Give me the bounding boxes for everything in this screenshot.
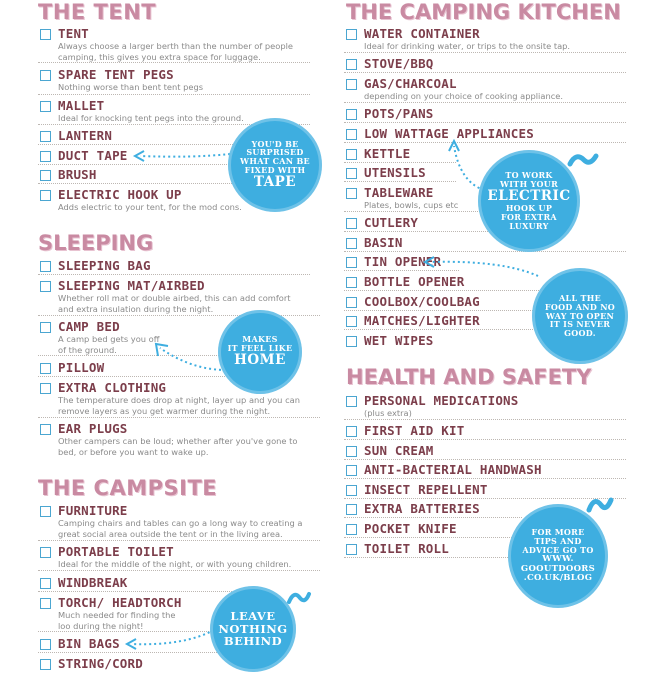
arrow-food-icon [422, 254, 540, 278]
checkbox[interactable] [346, 446, 357, 457]
checkbox[interactable] [346, 465, 357, 476]
item-label: PILLOW [58, 360, 105, 375]
item-label: WATER CONTAINER [364, 26, 480, 41]
checkbox[interactable] [40, 383, 51, 394]
checkbox[interactable] [346, 544, 357, 555]
item-label: ELECTRIC HOOK UP [58, 187, 182, 202]
bubble-text: MAKES [242, 334, 278, 345]
item-label: TORCH/ HEADTORCH [58, 595, 182, 610]
item-desc: Ideal for the middle of the night, or with young children. [58, 559, 292, 569]
checkbox[interactable] [346, 59, 357, 70]
item-label: BIN BAGS [58, 636, 120, 651]
checkbox[interactable] [346, 188, 357, 199]
arrow-tape-icon [132, 148, 232, 164]
checkbox[interactable] [40, 261, 51, 272]
checkbox[interactable] [346, 109, 357, 120]
item-desc: A camp bed gets you off of the ground. [58, 334, 160, 355]
item-label: TIN OPENER [364, 254, 442, 269]
item-label: TOILET ROLL [364, 541, 449, 556]
bubble-text: TIPS AND [534, 536, 582, 547]
bubble-text: GOOD. [564, 328, 596, 339]
list-item[interactable] [344, 423, 626, 440]
arrow-home-icon [152, 340, 228, 374]
list-item[interactable] [344, 443, 626, 460]
item-desc: Ideal for knocking tent pegs into the ground. [58, 113, 244, 123]
item-label: WET WIPES [364, 333, 434, 348]
list-item[interactable] [344, 313, 549, 330]
tip-bubble-home [218, 310, 302, 394]
bubble-text: WAY TO OPEN [545, 310, 615, 321]
bubble-text: WHAT CAN BE [240, 156, 310, 167]
checkbox[interactable] [40, 506, 51, 517]
checkbox[interactable] [40, 578, 51, 589]
bubble-text: LUXURY [509, 220, 549, 231]
item-label: POCKET KNIFE [364, 521, 457, 536]
list-item[interactable] [38, 167, 248, 184]
item-label: PERSONAL MEDICATIONS [364, 393, 519, 408]
item-label: BOTTLE OPENER [364, 274, 465, 289]
list-item[interactable] [38, 544, 320, 571]
bubble-text: TO WORK [505, 170, 553, 181]
bubble-text: FOR MORE [531, 527, 585, 538]
tip-bubble-food [532, 268, 628, 364]
wave-icon [566, 150, 600, 174]
bubble-text: FOR EXTRA [501, 212, 557, 223]
bubble-text: TAPE [253, 174, 297, 191]
item-label: GAS/CHARCOAL [364, 76, 457, 91]
checkbox[interactable] [346, 336, 357, 347]
checkbox[interactable] [346, 485, 357, 496]
checkbox[interactable] [40, 659, 51, 670]
checkbox[interactable] [40, 363, 51, 374]
item-label: EAR PLUGS [58, 421, 128, 436]
item-label: TABLEWARE [364, 185, 434, 200]
item-label: EXTRA CLOTHING [58, 380, 167, 395]
bubble-text: ELECTRIC [487, 187, 571, 204]
list-item[interactable] [38, 26, 310, 63]
bubble-text: IT FEEL LIKE [227, 343, 293, 354]
item-desc: Much needed for finding the loo during the night! [58, 610, 176, 631]
section-tent [38, 0, 310, 24]
bubble-text: FOOD AND NO [544, 301, 616, 312]
checkbox[interactable] [346, 277, 357, 288]
item-label: LANTERN [58, 128, 113, 143]
checkbox[interactable] [40, 151, 51, 162]
item-desc: Ideal for drinking water, or trips to the onsite tap. [364, 41, 571, 51]
bubble-text: SURPRISED [246, 147, 304, 158]
item-label: TENT [58, 26, 89, 41]
checkbox[interactable] [40, 281, 51, 292]
bubble-text: LEAVE [230, 608, 276, 623]
item-label: SLEEPING BAG [58, 258, 151, 273]
item-desc: Always choose a larger berth than the number of people camping, this gives you extra space for luggage. [58, 41, 294, 62]
checkbox[interactable] [346, 524, 357, 535]
item-label: BASIN [364, 235, 403, 250]
item-label: KETTLE [364, 146, 411, 161]
item-label: STOVE/BBQ [364, 56, 434, 71]
item-desc: Whether roll mat or double airbed, this can add comfort and extra insulation during the night. [58, 293, 291, 314]
checkbox[interactable] [40, 598, 51, 609]
item-label: INSECT REPELLENT [364, 482, 488, 497]
checkbox[interactable] [40, 131, 51, 142]
list-item[interactable] [344, 501, 522, 518]
list-item[interactable] [344, 294, 549, 311]
checkbox[interactable] [346, 426, 357, 437]
list-item[interactable] [344, 146, 456, 163]
item-label: MALLET [58, 98, 105, 113]
item-label: WINDBREAK [58, 575, 128, 590]
checkbox[interactable] [40, 29, 51, 40]
item-label: STRING/CORD [58, 656, 143, 671]
item-label: BRUSH [58, 167, 97, 182]
checkbox[interactable] [40, 322, 51, 333]
list-item[interactable] [38, 503, 320, 541]
checkbox[interactable] [40, 424, 51, 435]
checkbox[interactable] [346, 218, 357, 229]
list-item[interactable] [38, 421, 320, 458]
item-label: UTENSILS [364, 165, 426, 180]
arrow-behind-icon [124, 624, 216, 650]
tip-bubble-tape [228, 118, 322, 212]
section-title-campsite: THE CAMPSITE [38, 476, 218, 500]
list-item[interactable] [344, 482, 626, 499]
list-item[interactable] [38, 278, 320, 316]
bubble-text: NOTHING [218, 621, 288, 636]
checkbox[interactable] [346, 297, 357, 308]
list-item[interactable] [344, 76, 626, 103]
checkbox[interactable] [346, 257, 357, 268]
section-title-health: HEALTH AND SAFETY [346, 365, 592, 389]
item-label: EXTRA BATTERIES [364, 501, 480, 516]
bubble-text: YOU'D BE [251, 138, 299, 149]
item-desc: Camping chairs and tables can go a long way to creating a great social area outside the tent or in the living area. [58, 518, 303, 539]
item-label: POTS/PANS [364, 106, 434, 121]
checkbox[interactable] [346, 238, 357, 249]
bubble-text: HOME [234, 352, 286, 369]
list-item[interactable] [344, 521, 522, 538]
item-label: SLEEPING MAT/AIRBED [58, 278, 205, 293]
list-item[interactable] [344, 462, 626, 479]
checkbox[interactable] [40, 170, 51, 181]
list-item[interactable] [38, 67, 310, 95]
item-desc: Nothing worse than bent tent pegs [58, 82, 204, 92]
item-label: ANTI-BACTERIAL HANDWASH [364, 462, 542, 477]
item-label: FIRST AID KIT [364, 423, 465, 438]
blog-link[interactable]: WWW. [542, 554, 574, 565]
item-label: FURNITURE [58, 503, 128, 518]
checkbox[interactable] [346, 149, 357, 160]
item-desc: Other campers can be loud; whether after you've gone to bed, or before you want to wake up. [58, 436, 298, 457]
list-item[interactable] [38, 128, 243, 145]
item-desc: The temperature does drop at night, layer up and you can remove layers as you get warmer during the night. [58, 395, 300, 416]
item-desc: Plates, bowls, cups etc [364, 200, 459, 210]
blog-link[interactable]: GOOUTDOORS [520, 563, 596, 574]
bubble-text: BEHIND [223, 634, 283, 649]
list-item[interactable] [344, 541, 522, 558]
list-item[interactable] [38, 258, 310, 275]
list-item[interactable] [38, 575, 238, 592]
item-desc: (plus extra) [364, 408, 412, 418]
checkbox[interactable] [346, 396, 357, 407]
checkbox[interactable] [40, 547, 51, 558]
item-label: SUN CREAM [364, 443, 434, 458]
section-title-kitchen: THE CAMPING KITCHEN [346, 0, 621, 24]
list-item[interactable] [344, 106, 626, 123]
list-item[interactable] [344, 235, 626, 252]
item-desc: depending on your choice of cooking appliance. [364, 91, 563, 101]
checkbox[interactable] [40, 639, 51, 650]
item-label: MATCHES/LIGHTER [364, 313, 480, 328]
bubble-text: WITH YOUR [499, 179, 559, 190]
list-item[interactable] [344, 165, 456, 182]
list-item[interactable] [344, 56, 626, 73]
checkbox[interactable] [346, 316, 357, 327]
list-item[interactable] [344, 26, 626, 53]
section-title-sleeping: SLEEPING [38, 231, 154, 255]
list-item[interactable] [344, 393, 626, 420]
item-label: SPARE TENT PEGS [58, 67, 174, 82]
tip-bubble-electric [478, 150, 580, 252]
checkbox[interactable] [346, 168, 357, 179]
bubble-text: ALL THE [559, 292, 601, 303]
item-desc: Adds electric to your tent, for the mod cons. [58, 202, 242, 212]
tip-bubble-blog[interactable] [508, 504, 608, 608]
checkbox[interactable] [346, 79, 357, 90]
list-item[interactable] [344, 215, 494, 232]
blog-link[interactable]: .CO.UK/BLOG [523, 573, 593, 584]
item-label: DUCT TAPE [58, 148, 128, 163]
item-label: COOLBOX/COOLBAG [364, 294, 480, 309]
item-label: CAMP BED [58, 319, 120, 334]
checkbox[interactable] [346, 504, 357, 515]
bubble-text: FIXED WITH [244, 165, 306, 176]
bubble-text: ADVICE GO TO [522, 545, 594, 556]
checkbox[interactable] [40, 101, 51, 112]
item-label: PORTABLE TOILET [58, 544, 174, 559]
checkbox[interactable] [346, 129, 357, 140]
checkbox[interactable] [40, 190, 51, 201]
section-title-tent: THE TENT [38, 0, 157, 24]
checkbox[interactable] [346, 29, 357, 40]
bubble-text: HOOK UP [505, 203, 553, 214]
checkbox[interactable] [40, 70, 51, 81]
tip-bubble-behind [210, 586, 296, 672]
item-label: CUTLERY [364, 215, 419, 230]
item-label: LOW WATTAGE APPLIANCES [364, 126, 534, 141]
bubble-text: IT IS NEVER [549, 319, 611, 330]
